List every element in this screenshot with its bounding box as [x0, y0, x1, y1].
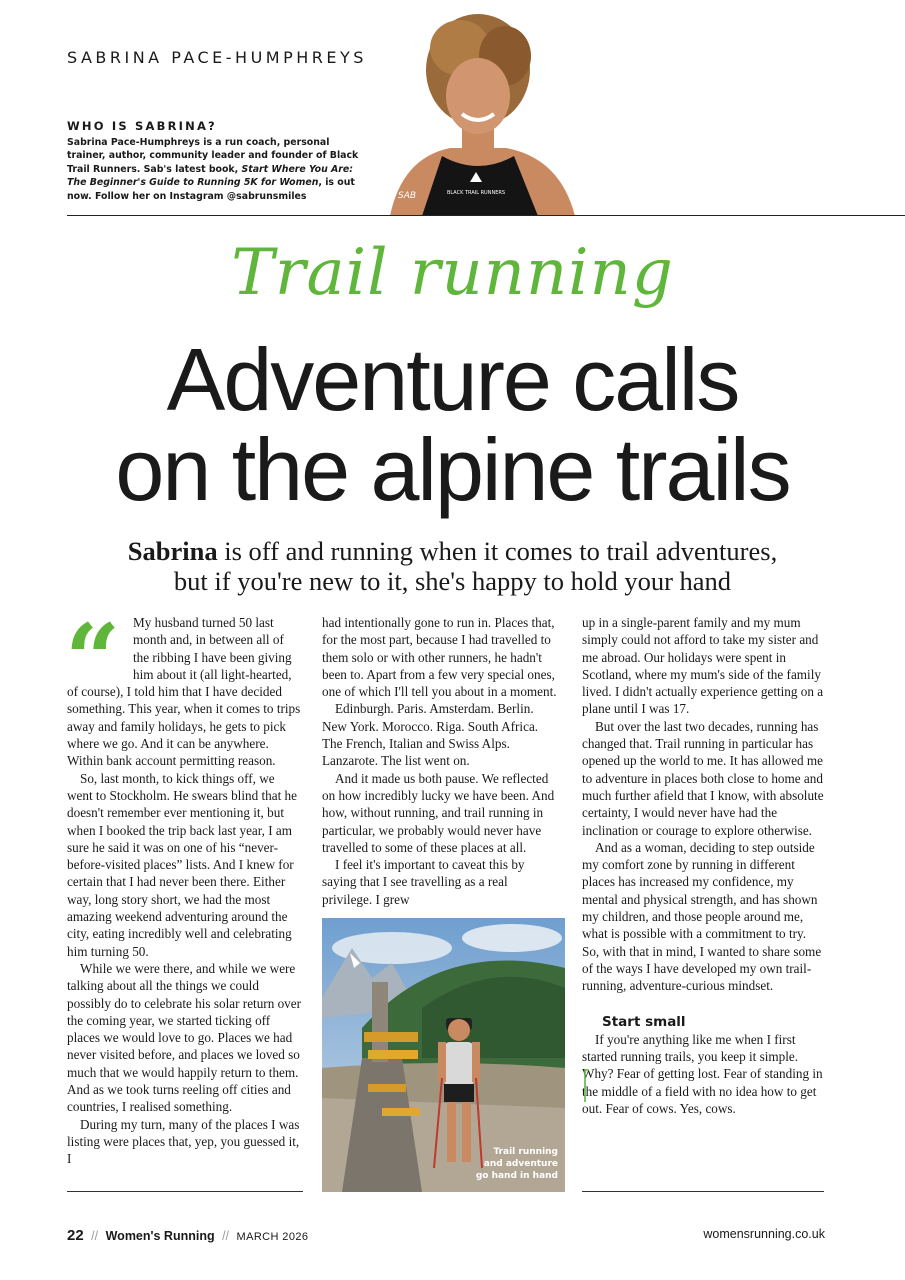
who-is-title: WHO IS SABRINA? [67, 119, 217, 133]
website-url[interactable]: womensrunning.co.uk [703, 1227, 825, 1241]
quote-mark-icon: “ [65, 603, 121, 716]
caption-line-1: Trail running [493, 1147, 558, 1157]
subhead: Start small [602, 1013, 686, 1030]
paragraph: But over the last two decades, running has changed that. Trail running in particular has opened up the world to me. It has allowed me to adventure in places both close to home and much further afield that I know, with absolute certainty, I would never have had the inclination or courage to explore otherwise. [582, 718, 824, 838]
paragraph: had intentionally gone to run in. Places that, for the most part, because I had travelled to them solo or with other runners, he hadn't been to. Apart from a few very special ones, one of which I'll tell you about in a moment. [322, 615, 557, 700]
shirt-logo-text: BLACK TRAIL RUNNERS [446, 190, 506, 196]
headline-line-1: Adventure calls [166, 330, 739, 429]
section-kicker: Trail running [231, 236, 674, 310]
subhead-bracket-icon [584, 1069, 590, 1103]
paragraph: So, last month, to kick things off, we went to Stockholm. He swears blind that he doesn't remember ever mentioning it, but when I booked the trip back last year, I am sure he said it was on one of his “never-before-visited places” lists. And I knew for certain that I had never been there. Either way, long story short, we had the most amazing weekend adventuring around the city, eating incredibly well and celebrating him turning 50. [67, 770, 298, 959]
article-column-3 [582, 614, 824, 1117]
paragraph: My husband turned 50 last month and, in between all of the ribbing I have been giving him about it (all light-hearted, of course), I told him that I have decided something. This year, when it comes to trips away and family holidays, he gets to pick where we go. And it can be anywhere. Within bank account permitting reason. [67, 615, 301, 769]
paragraph: I feel it's important to caveat this by saying that I see travelling as a real privilege. I grew [322, 857, 525, 907]
photo-caption [470, 1146, 558, 1182]
column-rule [582, 1191, 824, 1192]
paragraph: During my turn, many of the places I was listing were places that, yep, you guessed it, I [67, 1116, 300, 1167]
standfirst-name: Sabrina [127, 536, 218, 566]
column-rule [67, 1191, 303, 1192]
paragraph: up in a single-parent family and my mum simply could not afford to take my sister and me abroad. Our holidays were spent in Scotland, where my mum's side of the family lived. I didn't actually experience getting on a plane until I was 17. [582, 615, 824, 717]
magazine-name: Women's Running [105, 1229, 215, 1243]
paragraph: And as a woman, deciding to step outside my comfort zone by running in different places has increased my confidence, my mental and physical strength, and has shown my children, and those people around me, what is possible with a commitment to try. So, with that in mind, I wanted to share some of the ways I have developed my own trail-running, adventure-curious mindset. [582, 839, 822, 994]
bio-text-2: , is out now. Follow her on Instagram @sabrunsmiles [67, 177, 355, 202]
paragraph: If you're anything like me when I first started running trails, you keep it simple. Why? Fear of getting lost. Fear of standing in the middle of a field with no idea how to get out. Fear of cows. Yes, cows. [582, 1031, 823, 1117]
issue-date: MARCH 2026 [236, 1231, 309, 1243]
paragraph: Edinburgh. Paris. Amsterdam. Berlin. New York. Morocco. Riga. South Africa. The French, Italian and Swiss Alps. Lanzarote. The list went on. [322, 701, 539, 769]
book-title: Start Where You Are: The Beginner's Guide to Running 5K for Women [67, 163, 353, 189]
author-bio [67, 136, 367, 203]
standfirst-line-1: is off and running when it comes to trail adventures, [217, 536, 778, 566]
footer-separator: // [222, 1229, 230, 1243]
caption-line-2: and adventure [483, 1159, 558, 1169]
header-rule [67, 215, 905, 216]
headline-line-2: on the alpine trails [115, 420, 790, 519]
bio-text-1: Sabrina Pace-Humphreys is a run coach, personal trainer, author, community leader and founder of Black Trail Runners. Sab's latest book, [67, 137, 359, 175]
shirt-initials: SAB [398, 191, 417, 201]
paragraph: While we were there, and while we were talking about all the things we could possibly do to celebrate his solar return over the coming year, we started ticking off places we would love to go. Places we had never visited before, and places we loved so much that we would happily return to them. And as we took turns reeling off cities and countries, I realised something. [67, 960, 302, 1115]
footer-separator: // [91, 1229, 99, 1243]
byline: SABRINA PACE-HUMPHREYS [67, 48, 367, 67]
paragraph: And it made us both pause. We reflected on how incredibly lucky we have been. And how, without running, and trail running in particular, we probably would never have travelled to some of these places at all. [322, 770, 555, 855]
page-number: 22 [67, 1227, 84, 1244]
article-column-1 [65, 603, 303, 1168]
page-footer [67, 1227, 308, 1244]
author-portrait [350, 8, 600, 216]
caption-line-3: go hand in hand [475, 1171, 558, 1181]
standfirst-line-2: but if you're new to it, she's happy to hold your hand [173, 566, 732, 596]
standfirst [0, 536, 905, 596]
article-column-2 [322, 614, 558, 908]
headline [0, 330, 905, 519]
